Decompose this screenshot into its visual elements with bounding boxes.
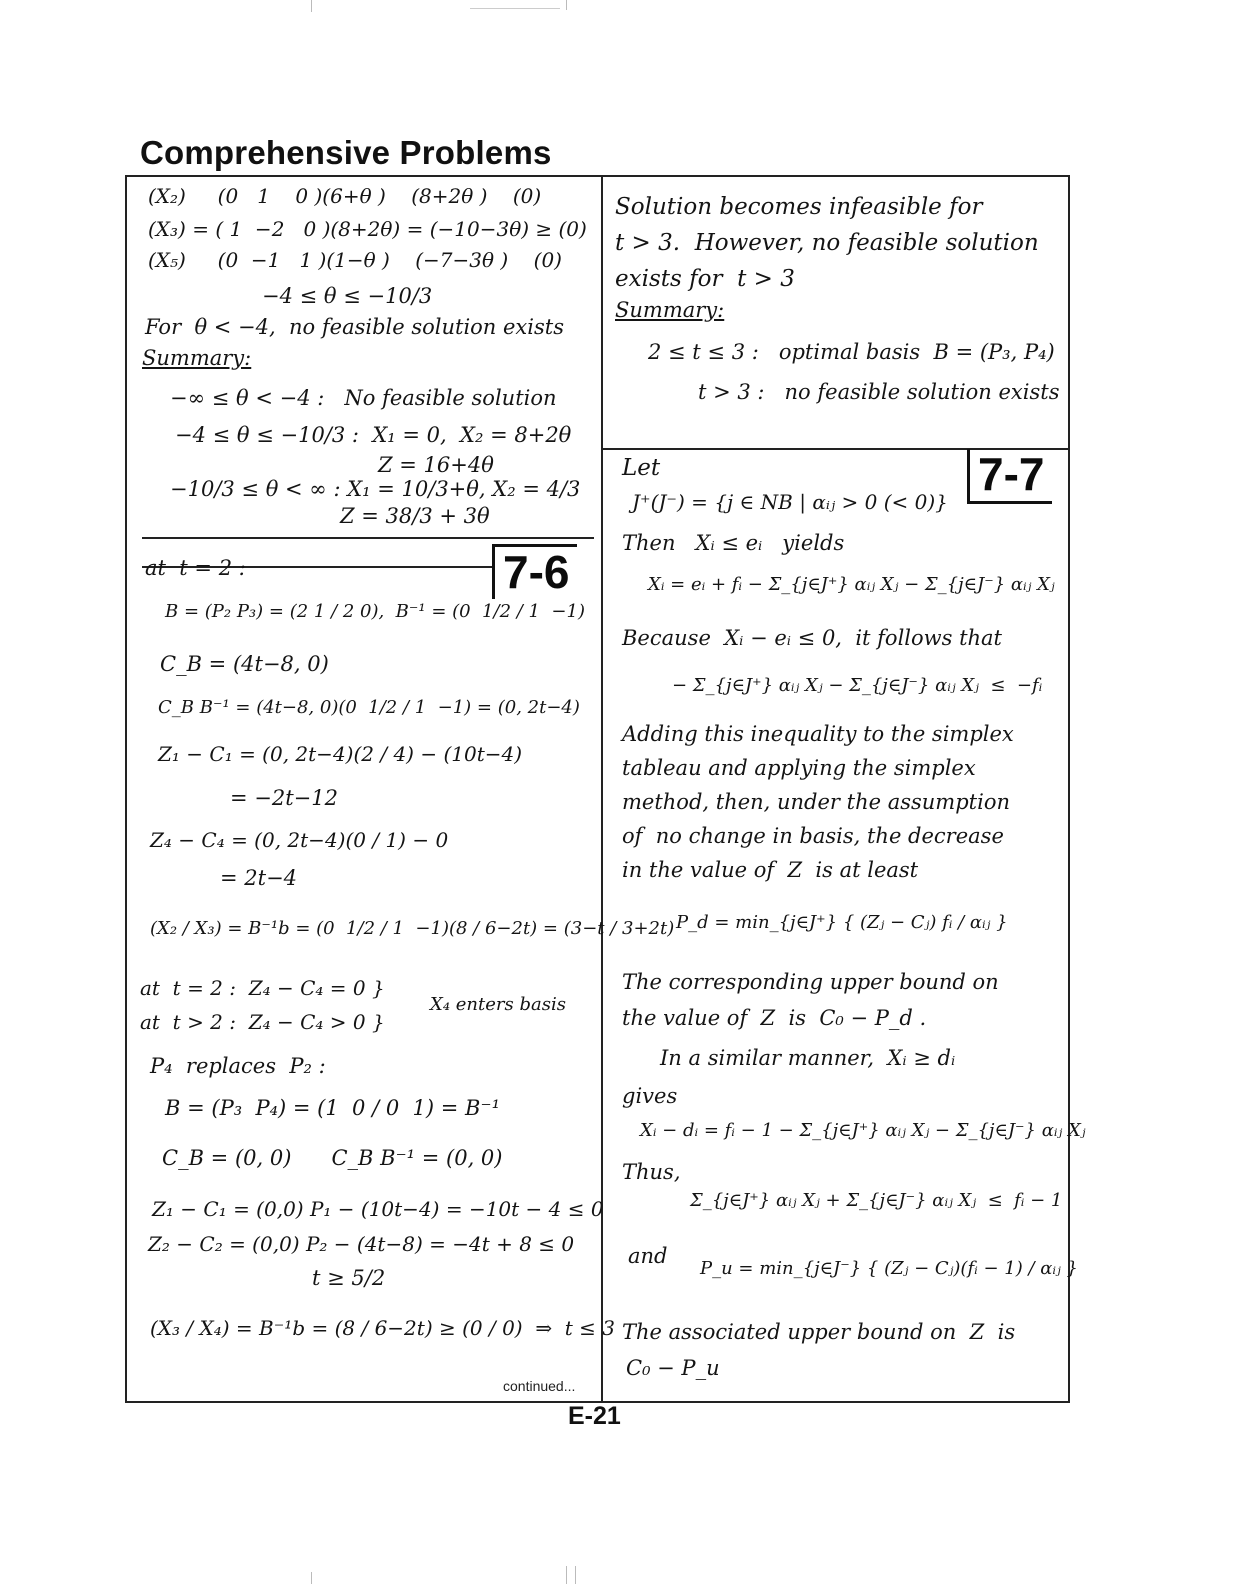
handwritten-line: B = (P₃ P₄) = (1 0 / 0 1) = B⁻¹ xyxy=(165,1096,500,1120)
handwritten-line: Let xyxy=(622,455,661,481)
summary-heading: Summary: xyxy=(142,346,252,370)
handwritten-line: Z₄ − C₄ = (0, 2t−4)(0 / 1) − 0 xyxy=(150,828,449,852)
handwritten-line: Xᵢ = eᵢ + fᵢ − Σ_{j∈J⁺} αᵢⱼ Xⱼ − Σ_{j∈J⁻} αᵢⱼ Xⱼ xyxy=(648,574,1055,595)
handwritten-line: method, then, under the assumption xyxy=(622,790,1010,814)
handwritten-line: at t > 2 : Z₄ − C₄ > 0 } xyxy=(140,1010,385,1034)
problem-label-7-6: 7-6 xyxy=(492,544,577,599)
handwritten-line: Thus, xyxy=(622,1160,681,1184)
handwritten-line: P₄ replaces P₂ : xyxy=(150,1054,326,1078)
theta-range: −4 ≤ θ ≤ −10/3 xyxy=(262,284,433,308)
handwritten-line: Then Xᵢ ≤ eᵢ yields xyxy=(622,531,845,555)
handwritten-line: J⁺(J⁻) = {j ∈ NB | αᵢⱼ > 0 (< 0)} xyxy=(632,490,948,514)
handwritten-line: exists for t > 3 xyxy=(615,266,795,292)
page-number: E-21 xyxy=(568,1402,621,1430)
summary-line: Z = 16+4θ xyxy=(378,453,494,477)
handwritten-line: C_B B⁻¹ = (4t−8, 0)(0 1/2 / 1 −1) = (0, 2t−4) xyxy=(158,697,580,718)
handwritten-line: at t = 2 : xyxy=(145,556,246,580)
matrix-equation-row: (X₅) (0 −1 1 )(1−θ ) (−7−3θ ) (0) xyxy=(148,248,562,272)
handwritten-line: = −2t−12 xyxy=(230,786,338,810)
page-heading: Comprehensive Problems xyxy=(140,134,552,171)
handwritten-line: Z₁ − C₁ = (0,0) P₁ − (10t−4) = −10t − 4 ≤ 0 xyxy=(152,1197,604,1221)
problem-label-7-7: 7-7 xyxy=(967,449,1052,504)
left-section-divider xyxy=(142,537,594,539)
handwritten-line: In a similar manner, Xᵢ ≥ dᵢ xyxy=(660,1046,956,1070)
handwritten-line: = 2t−4 xyxy=(220,866,298,890)
handwritten-line: tableau and applying the simplex xyxy=(622,756,976,780)
summary-line: −∞ ≤ θ < −4 : No feasible solution xyxy=(170,386,557,410)
handwritten-line: C₀ − P_u xyxy=(626,1356,720,1380)
handwritten-line: Adding this inequality to the simplex xyxy=(622,722,1014,746)
scan-artifact xyxy=(575,1566,576,1584)
handwritten-line: in the value of Z is at least xyxy=(622,858,919,882)
handwritten-line: Z₁ − C₁ = (0, 2t−4)(2 / 4) − (10t−4) xyxy=(158,742,523,766)
summary-line: t > 3 : no feasible solution exists xyxy=(698,380,1060,404)
handwritten-line: Solution becomes infeasible for xyxy=(615,194,983,220)
basis-matrix-line: B = (P₂ P₃) = (2 1 / 2 0), B⁻¹ = (0 1/2 / 1 −1) xyxy=(165,601,585,622)
summary-line: −10/3 ≤ θ < ∞ : X₁ = 10/3+θ, X₂ = 4/3 xyxy=(170,477,581,501)
scan-artifact xyxy=(311,1572,312,1584)
handwritten-line: − Σ_{j∈J⁺} αᵢⱼ Xⱼ − Σ_{j∈J⁻} αᵢⱼ Xⱼ ≤ −fᵢ xyxy=(672,675,1043,696)
summary-heading: Summary: xyxy=(615,298,725,322)
matrix-equation-row: (X₂) (0 1 0 )(6+θ ) (8+2θ ) (0) xyxy=(148,184,542,208)
handwritten-line: The associated upper bound on Z is xyxy=(622,1320,1016,1344)
handwritten-line: For θ < −4, no feasible solution exists xyxy=(145,315,564,339)
continued-note: continued... xyxy=(503,1378,576,1394)
handwritten-line: P_d = min_{j∈J⁺} { (Zⱼ − Cⱼ) fᵢ / αᵢⱼ } xyxy=(676,912,1008,933)
handwritten-line: t > 3. However, no feasible solution xyxy=(615,230,1039,256)
handwritten-line: X₄ enters basis xyxy=(430,994,566,1015)
summary-line: 2 ≤ t ≤ 3 : optimal basis B = (P₃, P₄) xyxy=(648,340,1055,364)
handwritten-line: Σ_{j∈J⁺} αᵢⱼ Xⱼ + Σ_{j∈J⁻} αᵢⱼ Xⱼ ≤ fᵢ − 1 xyxy=(690,1190,1063,1211)
solution-vector-line: (X₂ / X₃) = B⁻¹b = (0 1/2 / 1 −1)(8 / 6−2t) = (3−t / 3+2t) xyxy=(150,918,675,939)
scan-artifact xyxy=(311,0,312,12)
handwritten-line: The corresponding upper bound on xyxy=(622,970,999,994)
handwritten-line: of no change in basis, the decrease xyxy=(622,824,1004,848)
handwritten-line: the value of Z is C₀ − P_d . xyxy=(622,1006,927,1030)
handwritten-line: Z₂ − C₂ = (0,0) P₂ − (4t−8) = −4t + 8 ≤ 0 xyxy=(148,1232,575,1256)
handwritten-line: Xᵢ − dᵢ = fᵢ − 1 − Σ_{j∈J⁺} αᵢⱼ Xⱼ − Σ_{j∈J⁻} αᵢⱼ Xⱼ xyxy=(640,1120,1086,1141)
matrix-equation-row: (X₃) = ( 1 −2 0 )(8+2θ) = (−10−3θ) ≥ (0) xyxy=(148,217,587,241)
scan-artifact xyxy=(566,1566,567,1584)
handwritten-line: C_B = (4t−8, 0) xyxy=(160,652,329,676)
handwritten-line: Because Xᵢ − eᵢ ≤ 0, it follows that xyxy=(622,626,1002,650)
handwritten-line: (X₃ / X₄) = B⁻¹b = (8 / 6−2t) ≥ (0 / 0) ⇒ t ≤ 3 xyxy=(150,1316,616,1340)
scan-artifact xyxy=(470,8,560,9)
handwritten-line: t ≥ 5/2 xyxy=(312,1266,386,1290)
summary-line: Z = 38/3 + 3θ xyxy=(340,504,490,528)
scan-artifact xyxy=(566,0,567,10)
handwritten-line: gives xyxy=(622,1084,678,1108)
handwritten-line: C_B = (0, 0) C_B B⁻¹ = (0, 0) xyxy=(162,1146,503,1170)
handwritten-line: at t = 2 : Z₄ − C₄ = 0 } xyxy=(140,976,385,1000)
handwritten-line: and xyxy=(628,1244,668,1268)
summary-line: −4 ≤ θ ≤ −10/3 : X₁ = 0, X₂ = 8+2θ xyxy=(175,423,572,447)
handwritten-line: P_u = min_{j∈J⁻} { (Zⱼ − Cⱼ)(fᵢ − 1) / αᵢⱼ } xyxy=(700,1258,1078,1279)
